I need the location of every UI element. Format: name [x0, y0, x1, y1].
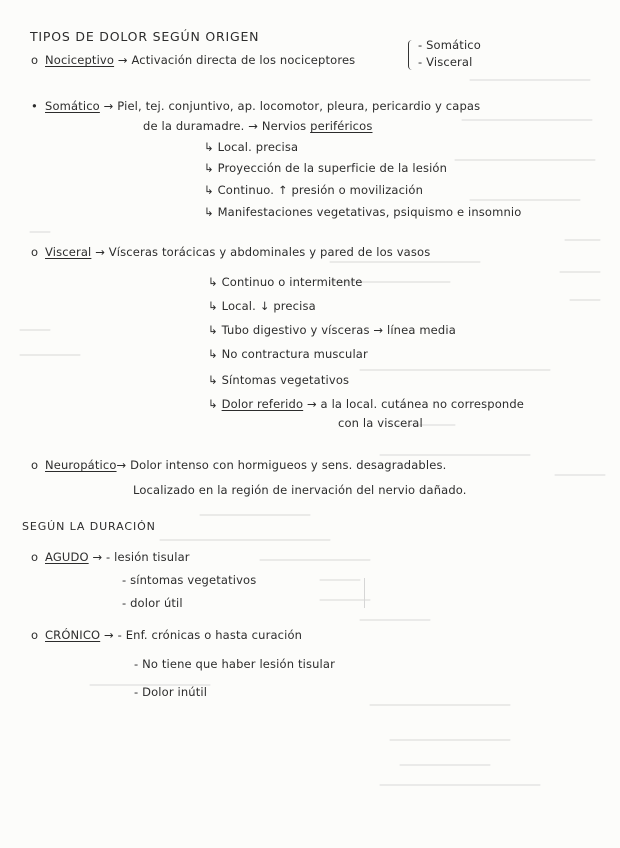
cronico-item: - Dolor inútil [134, 685, 208, 699]
visceral-item: ↳ Síntomas vegetativos [208, 373, 350, 387]
neuropatico-row [31, 457, 446, 473]
page-title: TIPOS DE DOLOR SEGÚN ORIGEN [30, 29, 260, 44]
agudo-item: - dolor útil [122, 596, 183, 610]
branch-brace [408, 40, 415, 70]
nociceptivo-label: Nociceptivo [45, 53, 115, 67]
bullet: o [31, 550, 39, 564]
section-title-duracion: SEGÚN LA DURACIÓN [22, 520, 156, 533]
somatico-text: → Piel, tej. conjuntivo, ap. locomotor, pleura, pericardio y capas [103, 99, 481, 113]
somatico-item: ↳ Continuo. ↑ presión o movilización [204, 183, 424, 197]
arrow-glyph: ↳ [208, 397, 218, 411]
agudo-item: - síntomas vegetativos [122, 573, 257, 587]
somatico-item: ↳ Manifestaciones vegetativas, psiquismo e insomnio [204, 205, 522, 219]
somatico-item: ↳ Local. precisa [204, 140, 299, 154]
visceral-item: ↳ Local. ↓ precisa [208, 299, 316, 313]
somatico-text-cont: de la duramadre. → Nervios [143, 119, 307, 133]
agudo-row [31, 549, 190, 565]
somatico-label: Somático [45, 99, 100, 113]
visceral-item: ↳ Tubo digestivo y vísceras → línea media [208, 323, 456, 337]
bullet: o [31, 53, 39, 67]
somatico-row [31, 98, 480, 114]
neuropatico-label: Neuropático [45, 458, 117, 472]
neuropatico-cont: Localizado en la región de inervación del nervio dañado. [133, 483, 467, 497]
nociceptivo-text: → Activación directa de los nociceptores [117, 53, 356, 67]
visceral-item: ↳ No contractura muscular [208, 347, 368, 361]
somatico-row-cont [143, 118, 373, 134]
dolor-referido-text: → a la local. cutánea no corresponde [306, 397, 525, 411]
cronico-label: CRÓNICO [45, 628, 101, 642]
bullet: • [31, 99, 38, 113]
bleed-brace [364, 578, 370, 608]
visceral-label: Visceral [45, 245, 92, 259]
agudo-label: AGUDO [45, 550, 89, 564]
dolor-referido-cont: con la visceral [338, 416, 423, 430]
visceral-item: ↳ Continuo o intermitente [208, 275, 363, 289]
cronico-row [31, 627, 302, 643]
agudo-item: → - lesión tisular [92, 550, 190, 564]
branch-somatico: - Somático [418, 38, 481, 52]
bullet: o [31, 245, 39, 259]
somatico-perifericos: periféricos [310, 119, 373, 133]
bullet: o [31, 628, 39, 642]
somatico-item: ↳ Proyección de la superficie de la lesión [204, 161, 448, 175]
visceral-referido-row [208, 396, 524, 412]
dolor-referido-label: Dolor referido [221, 397, 304, 411]
visceral-text: → Vísceras torácicas y abdominales y pared de los vasos [95, 245, 431, 259]
neuropatico-text: → Dolor intenso con hormigueos y sens. desagradables. [116, 458, 447, 472]
visceral-row [31, 244, 430, 260]
nociceptivo-row [31, 52, 355, 68]
bullet: o [31, 458, 39, 472]
cronico-item: → - Enf. crónicas o hasta curación [104, 628, 303, 642]
branch-visceral: - Visceral [418, 55, 473, 69]
cronico-item: - No tiene que haber lesión tisular [134, 657, 335, 671]
